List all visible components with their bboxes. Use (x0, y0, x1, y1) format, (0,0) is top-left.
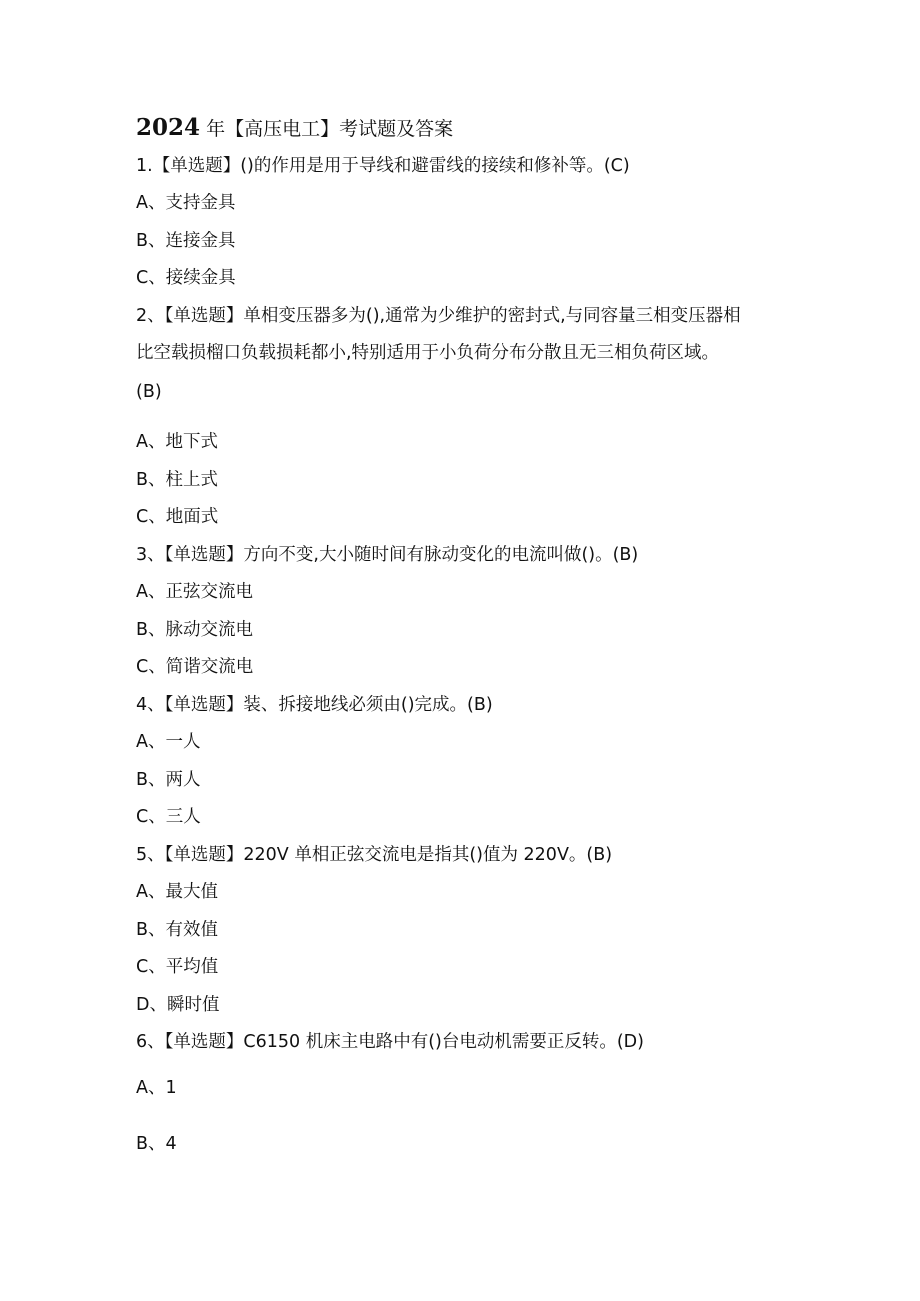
option-2b: B、柱上式 (136, 470, 219, 490)
option-6a: A、1 (136, 1078, 177, 1098)
page-title (136, 115, 453, 142)
option-5d: D、瞬时值 (136, 995, 220, 1015)
question-5: 5、【单选题】220V 单相正弦交流电是指其()值为 220V。(B) (136, 845, 613, 865)
option-2a: A、地下式 (136, 432, 218, 452)
option-1b: B、连接金具 (136, 231, 236, 251)
option-3c: C、简谐交流电 (136, 657, 254, 677)
option-5a: A、最大值 (136, 882, 218, 902)
question-2-line-1: 2、【单选题】单相变压器多为(),通常为少维护的密封式,与同容量三相变压器相 (136, 306, 741, 326)
option-4b: B、两人 (136, 770, 201, 790)
option-3b: B、脉动交流电 (136, 620, 254, 640)
title-text: 年【高压电工】考试题及答案 (206, 118, 454, 140)
option-1a: A、支持金具 (136, 193, 236, 213)
option-2c: C、地面式 (136, 507, 219, 527)
option-4c: C、三人 (136, 807, 201, 827)
title-year: 2024 (136, 114, 201, 141)
option-6b: B、4 (136, 1134, 177, 1154)
option-1c: C、接续金具 (136, 268, 236, 288)
option-5b: B、有效值 (136, 920, 219, 940)
question-3: 3、【单选题】方向不变,大小随时间有脉动变化的电流叫做()。(B) (136, 545, 639, 565)
question-4: 4、【单选题】装、拆接地线必须由()完成。(B) (136, 695, 493, 715)
question-6: 6、【单选题】C6150 机床主电路中有()台电动机需要正反转。(D) (136, 1032, 644, 1052)
question-1: 1.【单选题】()的作用是用于导线和避雷线的接续和修补等。(C) (136, 156, 630, 176)
question-2-line-2: 比空载损榴口负载损耗都小,特别适用于小负荷分布分散且无三相负荷区域。 (136, 343, 720, 363)
option-3a: A、正弦交流电 (136, 582, 253, 602)
question-2-answer: (B) (136, 382, 162, 402)
option-5c: C、平均值 (136, 957, 219, 977)
option-4a: A、一人 (136, 732, 201, 752)
